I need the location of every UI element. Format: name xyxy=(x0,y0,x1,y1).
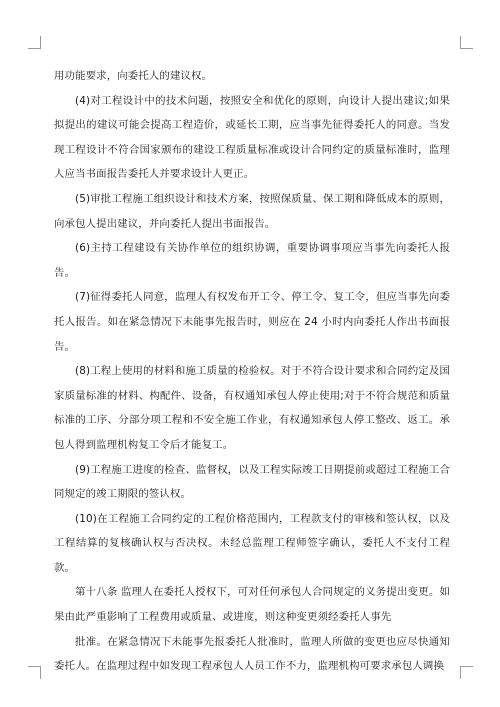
paragraph-item-8: (8)工程上使用的材料和施工质量的检验权。对于不符合设计要求和合同约定及国家质量标准的材料、构配件、设备，有权通知承包人停止使用;对于不符合规范和质量标准的工序、分部分项工程和不安全施工作业，有权通知承包人停工整改、返工。承包人得到监理机构复工令后才能复工。 xyxy=(54,365,450,451)
crop-mark-top-left xyxy=(28,36,41,49)
paragraph-item-4: (4)对工程设计中的技术问题，按照安全和优化的原则，向设计人提出建议;如果拟提出的建议可能会提高工程造价，或延长工期，应当事先征得委托人的同意。当发现工程设计不符合国家颁布的建设工程质量标准或设计合同约定的质量标准时，监理人应当书面报告委托人并要求设计人更正。 xyxy=(54,94,450,181)
crop-mark-top-right xyxy=(460,36,473,49)
paragraph-continuation: 用功能要求，向委托人的建议权。 xyxy=(54,70,213,82)
paragraph-item-6: (6)主持工程建设有关协作单位的组织协调，重要协调事项应当事先向委托人报告。 xyxy=(54,242,450,279)
paragraph-item-9: (9)工程施工进度的检查、监督权，以及工程实际竣工日期提前或超过工程施工合同规定的竣工期限的签认权。 xyxy=(54,463,450,501)
paragraph-item-10: (10)在工程施工合同约定的工程价格范围内，工程款支付的审核和签认权，以及工程结算的复核确认权与否决权。未经总监理工程师签字确认，委托人不支付工程款。 xyxy=(54,512,450,574)
paragraph-item-5: (5)审批工程施工组织设计和技术方案，按照保质量、保工期和降低成本的原则，向承包人提出建议，并向委托人提出书面报告。 xyxy=(54,192,450,230)
paragraph-item-7: (7)征得委托人同意，监理人有权发布开工令、停工令、复工令，但应当事先向委托人报告。如在紧急情况下未能事先报告时，则应在 24 小时内向委托人作出书面报告。 xyxy=(54,291,450,353)
paragraph-approval: 批准。在紧急情况下未能事先报委托人批准时，监理人所做的变更也应尽快通知委托人。在监理过程中如发现工程承包人人员工作不力，监理机构可要求承包人调换 xyxy=(54,635,450,673)
crop-mark-bottom-left xyxy=(28,666,41,679)
crop-mark-bottom-right xyxy=(460,666,473,679)
document-body xyxy=(54,64,450,679)
paragraph-article-18: 第十八条 监理人在委托人授权下，可对任何承包人合同规定的义务提出变更。如果由此严重影响了工程费用或质量、或进度，则这种变更须经委托人事先 xyxy=(54,586,450,624)
